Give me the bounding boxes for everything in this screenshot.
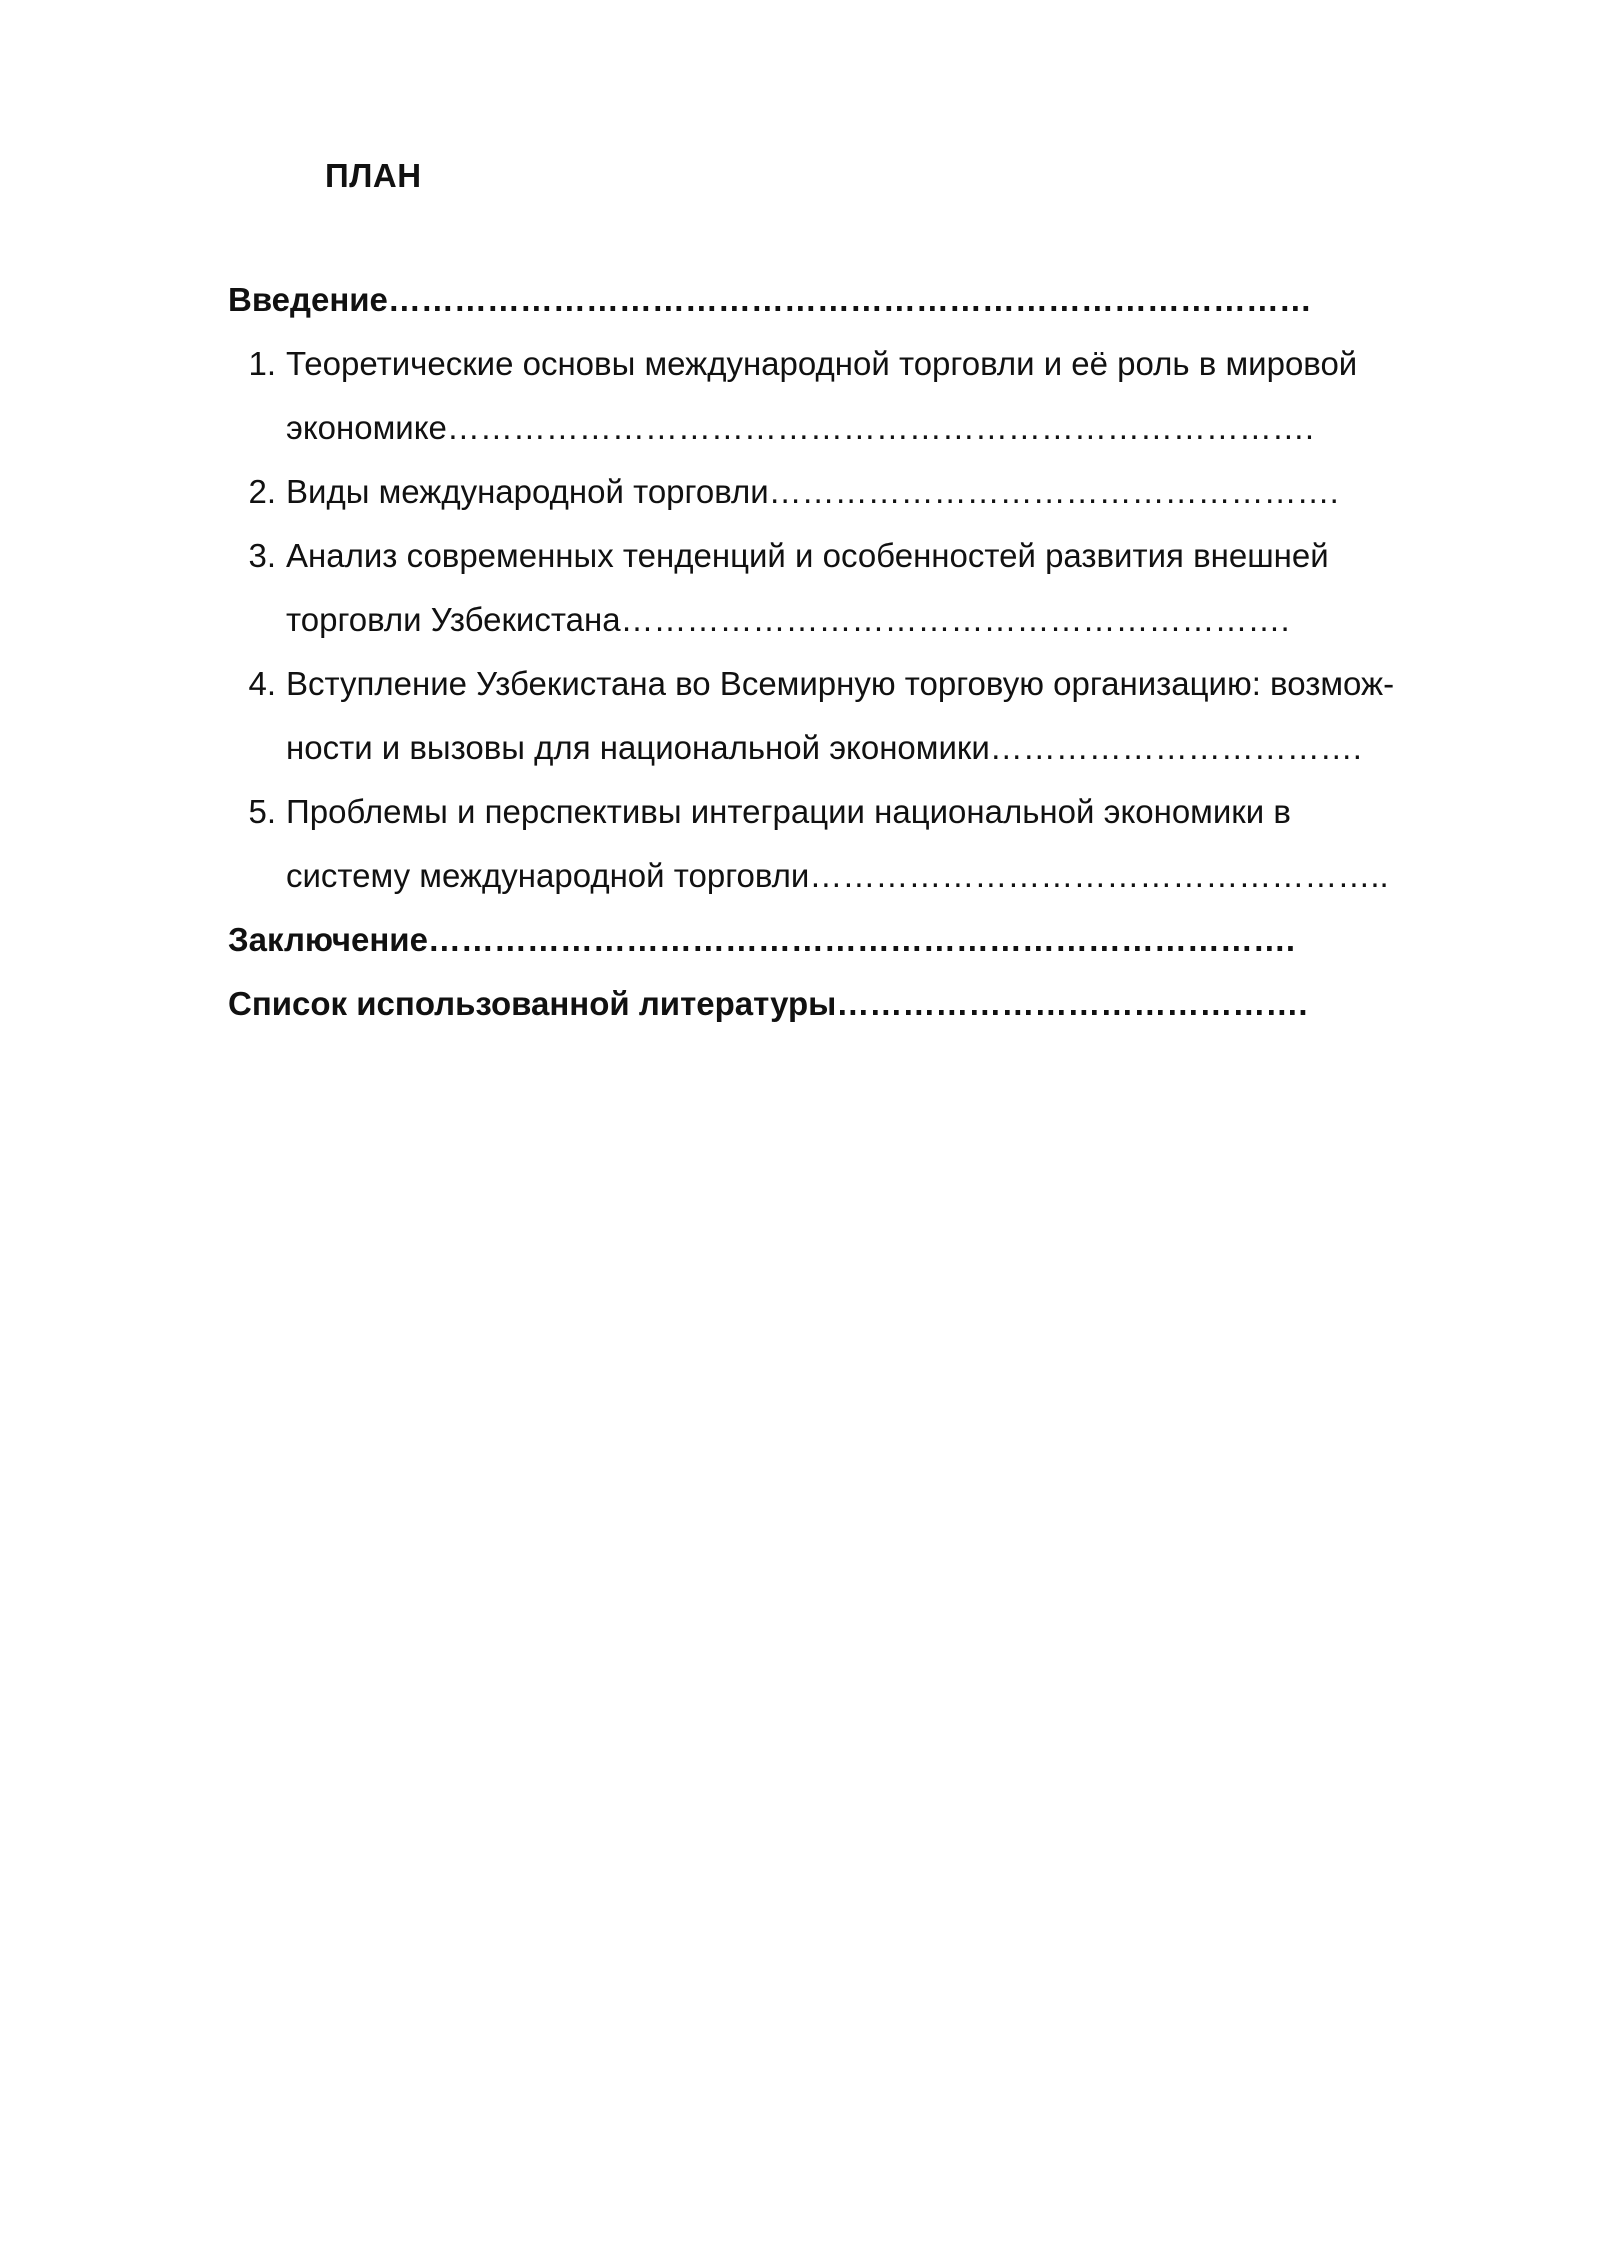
toc-item-text: Виды международной торговли……………………………………………. [286,473,1339,510]
toc-references: Список использованной литературы……………………………………. [228,985,1308,1022]
page-title: ПЛАН [325,157,422,194]
toc-item-3 [228,524,1478,652]
toc-item-number: 3. [248,537,276,574]
toc-item-text: Теоретические основы международной торговли и её роль в мировой [286,345,1358,382]
toc-item-number: 2. [248,473,276,510]
toc-item-4 [228,652,1478,780]
toc-item-text: торговли Узбекистана……………………………………………………. [286,601,1290,638]
toc-item-number: 5. [248,793,276,830]
toc-item-text: Проблемы и перспективы интеграции национальной экономики в [286,793,1291,830]
toc-item-text: Вступление Узбекистана во Всемирную торговую организацию: возмож- [286,665,1395,702]
toc-item-number: 4. [248,665,276,702]
table-of-contents [228,268,1478,1036]
toc-introduction: Введение………………………………………………………………………… [228,281,1312,318]
toc-item-2 [228,460,1478,524]
toc-item-text: ности и вызовы для национальной экономики……………………………. [286,729,1362,766]
toc-item-number: 1. [248,345,276,382]
toc-item-1 [228,332,1478,460]
toc-item-text: Анализ современных тенденций и особенностей развития внешней [286,537,1329,574]
toc-item-5 [228,780,1478,908]
toc-item-text: систему международной торговли…………………………………………….. [286,857,1389,894]
toc-item-text: экономике……………………………………………………………………. [286,409,1315,446]
toc-conclusion: Заключение……………………………………………………………………. [228,921,1296,958]
